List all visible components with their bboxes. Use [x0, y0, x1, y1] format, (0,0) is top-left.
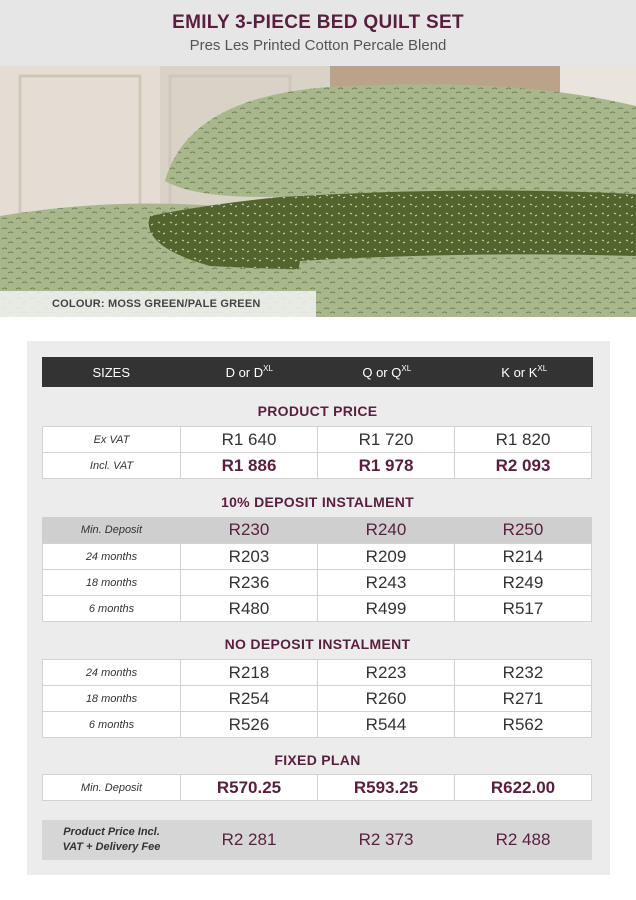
row-label-cell [42, 659, 181, 686]
price-k: R1 820 [495, 429, 551, 449]
total-k: R2 488 [495, 830, 551, 849]
fixed-row-min [42, 774, 593, 801]
row-label: 24 months [85, 666, 138, 679]
price-d-cell [180, 569, 318, 596]
price-d-cell [180, 685, 318, 712]
price-q-cell [317, 711, 455, 738]
price-d-cell [180, 426, 318, 453]
section-product-price: PRODUCT PRICE [257, 403, 378, 419]
price-d: R1 886 [221, 455, 277, 475]
price-row-ex-vat [42, 426, 593, 453]
price-q: R1 978 [358, 455, 414, 475]
price-d-cell [180, 595, 318, 622]
colour-label: COLOUR: MOSS GREEN/PALE GREEN [0, 291, 316, 317]
price-q: R240 [365, 520, 407, 539]
price-k: R214 [502, 546, 544, 566]
price-k-cell [454, 595, 592, 622]
section-fixed-plan: FIXED PLAN [274, 752, 361, 768]
row-label-cell [42, 452, 181, 479]
total-d-cell [180, 820, 318, 860]
row-label: Min. Deposit [80, 524, 143, 536]
price-k-cell [454, 452, 592, 479]
deposit-row-18 [42, 569, 593, 596]
price-q-cell [317, 426, 455, 453]
nodeposit-row-18 [42, 685, 593, 712]
total-k-cell [454, 820, 592, 860]
price-d: R236 [228, 572, 270, 592]
row-label-cell [42, 569, 181, 596]
row-label-cell [42, 426, 181, 453]
total-label-cell [42, 820, 181, 860]
price-k-cell [454, 569, 592, 596]
size-d-sup: XL [263, 363, 273, 373]
row-label-cell [42, 543, 181, 570]
price-d: R1 640 [221, 429, 277, 449]
size-d-text: D or D [225, 364, 264, 380]
price-d-cell [180, 659, 318, 686]
price-q: R593.25 [353, 777, 419, 797]
price-d-cell [180, 517, 318, 543]
row-label-cell [42, 595, 181, 622]
price-d-cell [180, 711, 318, 738]
deposit-row-min [42, 517, 593, 543]
price-k: R250 [502, 520, 544, 539]
row-label-cell [42, 517, 181, 543]
price-k: R562 [502, 714, 544, 734]
price-d-cell [180, 774, 318, 801]
price-d: R254 [228, 688, 270, 708]
row-label: 18 months [85, 576, 138, 589]
section-deposit-instalment: 10% DEPOSIT INSTALMENT [220, 494, 415, 510]
price-k-cell [454, 685, 592, 712]
product-title: EMILY 3-PIECE BED QUILT SET [172, 12, 464, 33]
price-k-cell [454, 543, 592, 570]
size-q-sup: XL [401, 363, 412, 373]
price-k-cell [454, 426, 592, 453]
price-q: R260 [365, 688, 407, 708]
row-label: 6 months [88, 602, 135, 615]
section-no-deposit-instalment: NO DEPOSIT INSTALMENT [224, 636, 411, 652]
price-q: R223 [365, 662, 407, 682]
bedding-illustration [0, 66, 636, 317]
price-d: R570.25 [216, 777, 282, 797]
price-q: R243 [365, 572, 407, 592]
total-q: R2 373 [358, 830, 414, 849]
price-q-cell [317, 659, 455, 686]
row-label-cell [42, 774, 181, 801]
price-k: R2 093 [495, 455, 551, 475]
price-k-cell [454, 517, 592, 543]
price-k-cell [454, 774, 592, 801]
price-d: R480 [228, 598, 270, 618]
row-label: 6 months [88, 718, 135, 731]
row-label: 24 months [85, 550, 138, 563]
price-q-cell [317, 685, 455, 712]
nodeposit-row-24 [42, 659, 593, 686]
header [0, 0, 636, 66]
price-k-cell [454, 659, 592, 686]
row-label: 18 months [85, 692, 138, 705]
row-label-cell [42, 711, 181, 738]
size-d-header [181, 357, 319, 387]
price-d-cell [180, 543, 318, 570]
deposit-row-24 [42, 543, 593, 570]
price-k: R232 [502, 662, 544, 682]
product-photo [0, 66, 636, 317]
price-q-cell [317, 569, 455, 596]
price-d-cell [180, 452, 318, 479]
size-q-text: Q or Q [362, 364, 402, 380]
price-q-cell [317, 595, 455, 622]
sizes-header [42, 357, 593, 387]
sizes-label: SIZES [92, 364, 131, 380]
price-q-cell [317, 452, 455, 479]
price-row-incl-vat [42, 452, 593, 479]
price-k: R517 [502, 598, 544, 618]
price-q: R1 720 [358, 429, 414, 449]
row-label: Min. Deposit [80, 781, 143, 794]
price-d: R218 [228, 662, 270, 682]
price-k-cell [454, 711, 592, 738]
total-row [42, 820, 593, 860]
product-subtitle: Pres Les Printed Cotton Percale Blend [189, 37, 447, 54]
total-label-line1: Product Price Incl. [63, 826, 160, 838]
price-k: R622.00 [490, 777, 556, 797]
row-label: Ex VAT [93, 433, 130, 446]
price-q-cell [317, 517, 455, 543]
price-q-cell [317, 774, 455, 801]
price-d: R203 [228, 546, 270, 566]
price-d: R526 [228, 714, 270, 734]
row-label-cell [42, 685, 181, 712]
price-q: R209 [365, 546, 407, 566]
size-k-text: K or K [501, 364, 538, 380]
price-k: R249 [502, 572, 544, 592]
price-k: R271 [502, 688, 544, 708]
price-q-cell [317, 543, 455, 570]
size-k-header [456, 357, 594, 387]
size-k-sup: XL [537, 363, 548, 373]
total-label-line2: VAT + Delivery Fee [62, 841, 161, 853]
deposit-row-6 [42, 595, 593, 622]
total-d: R2 281 [221, 830, 277, 849]
total-q-cell [317, 820, 455, 860]
price-q: R544 [365, 714, 407, 734]
price-d: R230 [228, 520, 270, 539]
size-q-header [318, 357, 456, 387]
row-label: Incl. VAT [89, 459, 134, 472]
price-q: R499 [365, 598, 407, 618]
nodeposit-row-6 [42, 711, 593, 738]
